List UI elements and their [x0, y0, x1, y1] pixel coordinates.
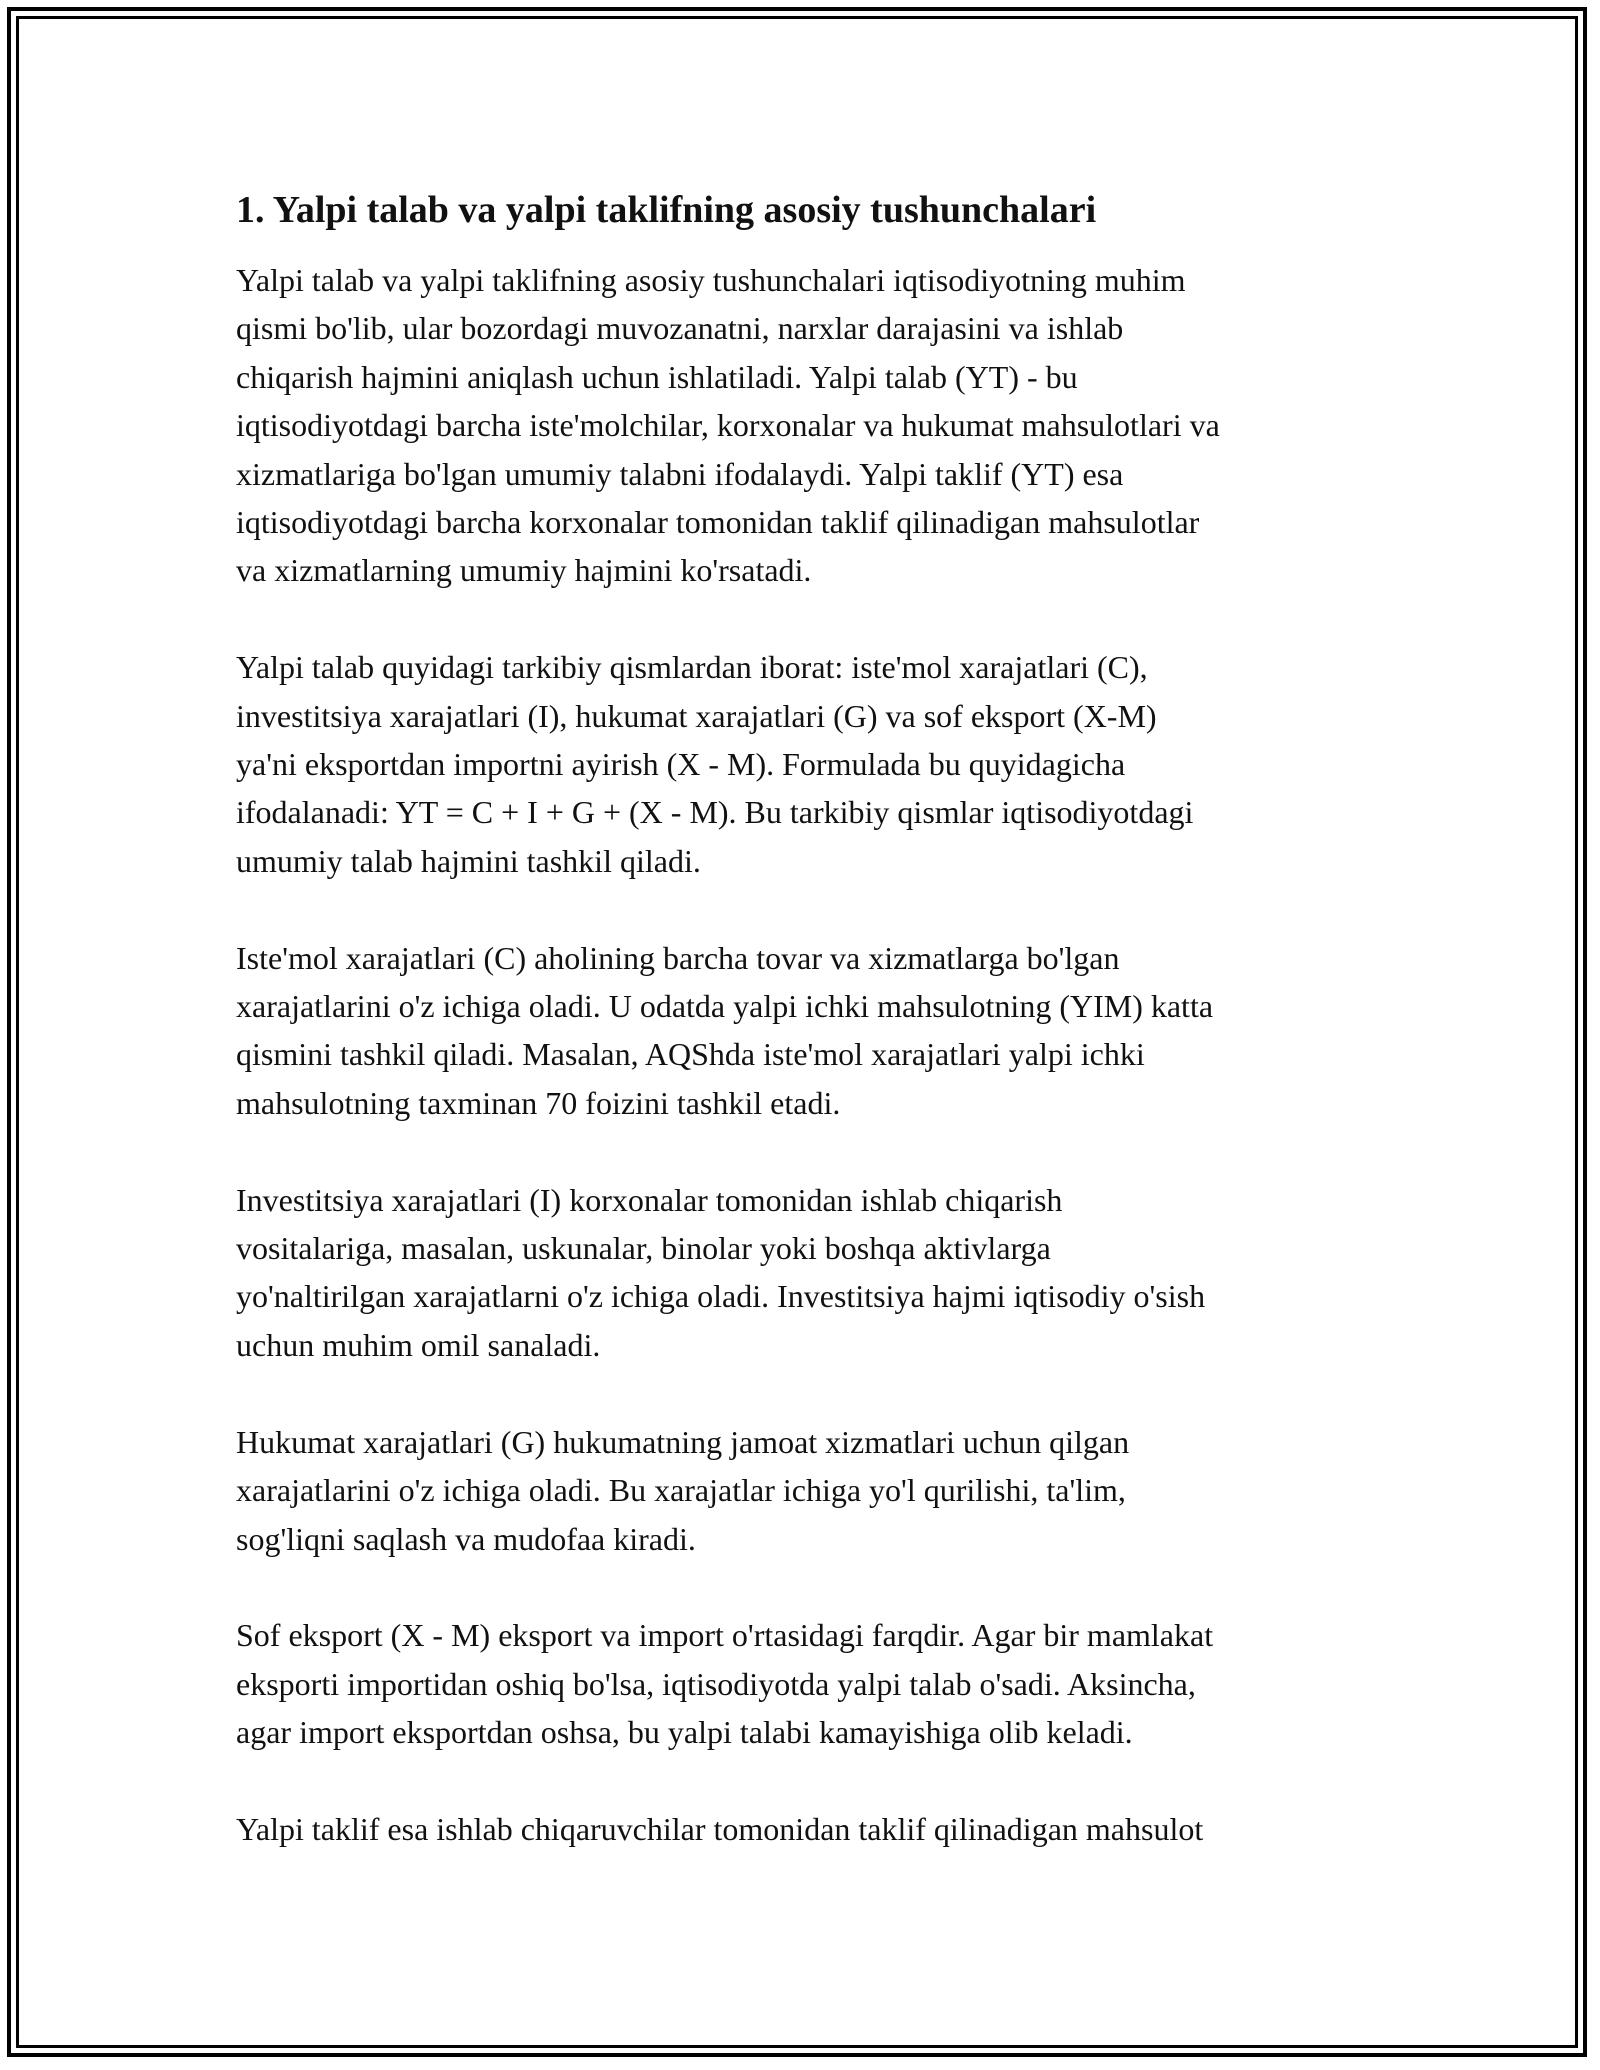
paragraph-line: chiqarish hajmini aniqlash uchun ishlatiladi. Yalpi talab (YT) - bu: [236, 358, 1078, 395]
paragraph-line: yo'naltirilgan xarajatlarni o'z ichiga oladi. Investitsiya hajmi iqtisodiy o'sish: [236, 1278, 1206, 1315]
paragraph-line: Yalpi talab quyidagi tarkibiy qismlardan iborat: iste'mol xarajatlari (C),: [236, 649, 1148, 686]
paragraph-line: investitsiya xarajatlari (I), hukumat xarajatlari (G) va sof eksport (X-M): [236, 697, 1157, 734]
paragraph-line: qismini tashkil qiladi. Masalan, AQShda iste'mol xarajatlari yalpi ichki: [236, 1036, 1145, 1073]
paragraph-line: eksporti importidan oshiq bo'lsa, iqtisodiyotda yalpi talab o'sadi. Aksincha,: [236, 1665, 1196, 1702]
document-body: [236, 186, 1376, 1902]
paragraph-line: agar import eksportdan oshsa, bu yalpi talabi kamayishiga olib keladi.: [236, 1714, 1133, 1751]
paragraph: [236, 643, 1376, 885]
section-heading: 1. Yalpi talab va yalpi taklifning asosiy tushunchalari: [236, 189, 1097, 231]
paragraph-line: iqtisodiyotdagi barcha iste'molchilar, korxonalar va hukumat mahsulotlari va: [236, 407, 1220, 444]
paragraph-line: xarajatlarini o'z ichiga oladi. Bu xarajatlar ichiga yo'l qurilishi, ta'lim,: [236, 1472, 1126, 1509]
paragraph-line: vositalariga, masalan, uskunalar, binolar yoki boshqa aktivlarga: [236, 1230, 1051, 1267]
paragraph: [236, 934, 1376, 1128]
paragraph-line: iqtisodiyotdagi barcha korxonalar tomonidan taklif qilinadigan mahsulotlar: [236, 504, 1200, 541]
paragraph-line: va xizmatlarning umumiy hajmini ko'rsatadi.: [236, 552, 812, 589]
paragraph: [236, 1176, 1376, 1370]
paragraph-line: xarajatlarini o'z ichiga oladi. U odatda yalpi ichki mahsulotning (YIM) katta: [236, 988, 1214, 1025]
paragraph-line: Yalpi talab va yalpi taklifning asosiy tushunchalari iqtisodiyotning muhim: [236, 262, 1186, 298]
paragraph-line: Investitsiya xarajatlari (I) korxonalar tomonidan ishlab chiqarish: [236, 1181, 1063, 1218]
paragraph-line: Sof eksport (X - M) eksport va import o'rtasidagi farqdir. Agar bir mamlakat: [236, 1617, 1214, 1654]
paragraph-line: sog'liqni saqlash va mudofaa kiradi.: [236, 1520, 696, 1557]
paragraph-line: qismi bo'lib, ular bozordagi muvozanatni, narxlar darajasini va ishlab: [236, 310, 1124, 347]
paragraph-list: [236, 256, 1376, 1853]
paragraph-line: ya'ni eksportdan importni ayirish (X - M). Formulada bu quyidagicha: [236, 746, 1126, 783]
paragraph-line: umumiy talab hajmini tashkil qiladi.: [236, 842, 701, 879]
paragraph: [236, 1418, 1376, 1563]
paragraph-line: mahsulotning taxminan 70 foizini tashkil etadi.: [236, 1084, 841, 1121]
paragraph-line: uchun muhim omil sanaladi.: [236, 1326, 601, 1363]
paragraph-line: Hukumat xarajatlari (G) hukumatning jamoat xizmatlari uchun qilgan: [236, 1423, 1130, 1460]
paragraph-line: Iste'mol xarajatlari (C) aholining barcha tovar va xizmatlarga bo'lgan: [236, 939, 1120, 976]
paragraph: [236, 1805, 1376, 1853]
paragraph: [236, 1611, 1376, 1756]
paragraph-line: Yalpi taklif esa ishlab chiqaruvchilar tomonidan taklif qilinadigan mahsulot: [236, 1810, 1204, 1847]
paragraph: [236, 256, 1376, 595]
paragraph-line: ifodalanadi: YT = C + I + G + (X - M). Bu tarkibiy qismlar iqtisodiyotdagi: [236, 794, 1194, 831]
paragraph-line: xizmatlariga bo'lgan umumiy talabni ifodalaydi. Yalpi taklif (YT) esa: [236, 455, 1124, 492]
